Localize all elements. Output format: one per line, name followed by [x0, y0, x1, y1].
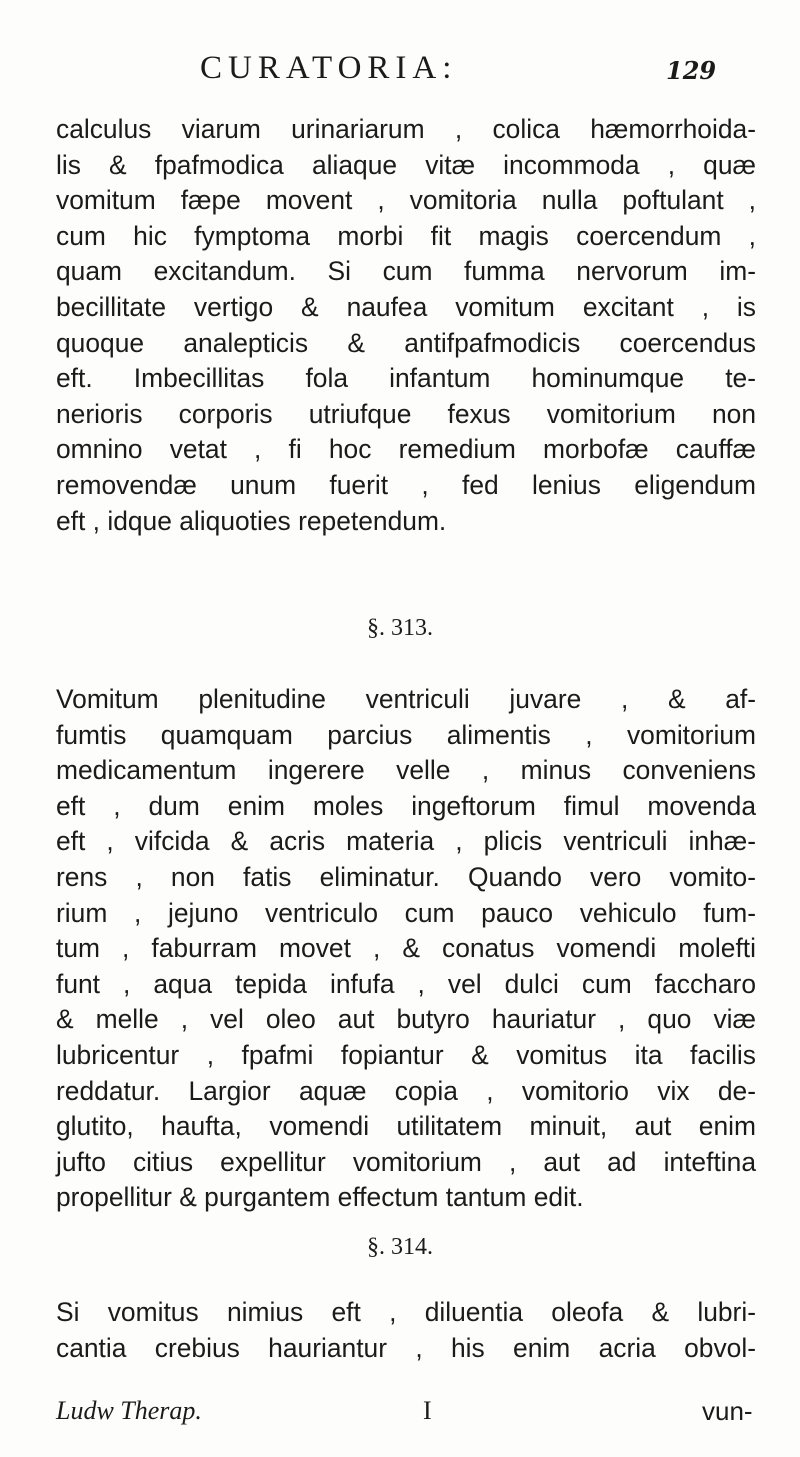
- text-line: eft , idque aliquoties repetendum.: [56, 505, 447, 536]
- section-heading-313: §. 313.: [367, 615, 433, 641]
- text-line: jufto citius expellitur vomitorium , aut ad inteftina: [56, 1146, 756, 1177]
- text-line: & melle , vel oleo aut butyro hauriatur , quo viæ: [56, 1004, 756, 1035]
- text-line: calculus viarum urinariarum , colica hæmorrhoida-: [56, 114, 756, 144]
- text-line: cum hic fymptoma morbi fit magis coercendum ,: [56, 220, 756, 251]
- text-line: lubricentur , fpafmi fopiantur & vomitus ita facilis: [56, 1039, 756, 1070]
- page-number: 129: [666, 56, 717, 85]
- text-line: nerioris corporis utriufque fexus vomitorium non: [56, 398, 756, 429]
- text-line: removendæ unum fuerit , fed lenius eligendum: [56, 469, 756, 500]
- text-line: rium , jejuno ventriculo cum pauco vehiculo fum-: [56, 897, 756, 928]
- text-line: quam excitandum. Si cum fumma nervorum im-: [56, 256, 756, 287]
- text-line: tum , faburram movet , & conatus vomendi molefti: [56, 933, 756, 964]
- paragraph-3: [56, 1295, 756, 1366]
- text-line: vomitum fæpe movent , vomitoria nulla poftulant ,: [56, 185, 756, 216]
- text-line: eft , dum enim moles ingeftorum fimul movenda: [56, 790, 756, 821]
- page-footer: [56, 1396, 756, 1432]
- section-heading-314: §. 314.: [367, 1234, 433, 1260]
- text-line: propellitur & purgantem effectum tantum edit.: [56, 1182, 584, 1213]
- text-line: funt , aqua tepida infufa , vel dulci cum facchаro: [56, 968, 756, 999]
- text-line: eft. Imbecillitas fola infantum hominumque te-: [56, 363, 756, 394]
- text-line: glutito, haufta, vomendi utilitatem minuit, aut enim: [56, 1111, 756, 1142]
- text-line: quoque analepticis & antifpafmodicis coercendus: [56, 327, 756, 358]
- paragraph-1: [56, 112, 756, 539]
- signature-mark: I: [423, 1396, 432, 1425]
- text-line: lis & fpafmodica aliaque vitæ incommoda , quæ: [56, 149, 756, 180]
- paragraph-2: [56, 682, 756, 1216]
- running-head: [0, 50, 800, 90]
- text-line: Si vomitus nimius eft , diluentia oleofa & lubri-: [56, 1297, 756, 1327]
- text-line: fumtis quamquam parcius alimentis , vomitorium: [56, 719, 756, 750]
- text-line: reddatur. Largior aquæ copia , vomitorio vix de-: [56, 1075, 756, 1106]
- text-line: eft , vifcida & acris materia , plicis ventriculi inhæ-: [56, 826, 756, 857]
- footer-title: Ludw Therap.: [56, 1396, 202, 1425]
- text-line: Vomitum plenitudine ventriculi juvare , & af-: [56, 684, 756, 714]
- text-line: omnino vetat , fi hoc remedium morbofæ cauffæ: [56, 434, 756, 465]
- running-title: CURATORIA:: [200, 50, 458, 86]
- text-line: becillitate vertigo & naufea vomitum excitant , is: [56, 291, 756, 322]
- catchword: vun-: [702, 1396, 753, 1426]
- text-line: cantia crebius hauriantur , his enim acria obvol-: [56, 1332, 756, 1363]
- text-line: rens , non fatis eliminatur. Quando vero vomito-: [56, 861, 756, 892]
- text-line: medicamentum ingerere velle , minus conveniens: [56, 755, 756, 786]
